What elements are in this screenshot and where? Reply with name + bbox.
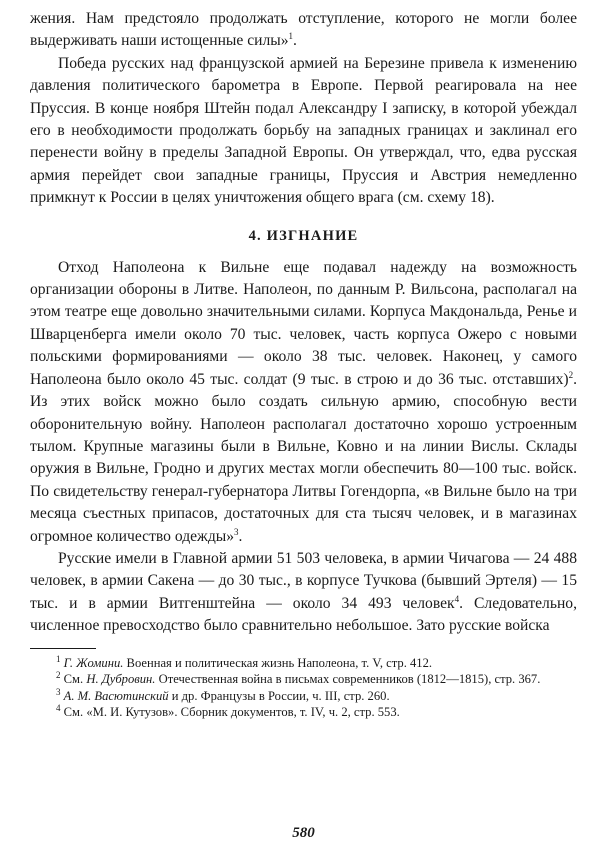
footnote-author: Н. Дубровин. [86,672,156,687]
footnote-author: А. М. Васютинский [63,688,169,703]
paragraph: Отход Наполеона к Вильне еще подавал надежду на возможность организации обороны в Литве. Наполеон, по данным Р. Вильсона, располагал на этом театре еще довольно значительными силами. Корпуса Макдональда, Ренье и Шварценберга имели около 70 тыс. человек, часть корпуса Ожеро с новыми польскими формированиями — около 38 тыс. человек. Наконец, у самого Наполеона было около 45 тыс. солдат (9 тыс. в строю и до 36 тыс. отставших)$^2$. Из этих войск можно было создать сильную армию, способную вести оборонительную войну. Наполеон располагал достаточно хорошо устроенным тылом. Крупные магазины были в Вильне, Ковно и на линии Вислы. Склады оружия в Вильне, Гродно и других местах могли обеспечить 80—100 тыс. войск. По свидетельству генерал-губернатора Литвы Гогендорпа, «в Вильне было на три месяца съестных припасов, достаточных для ста тысяч человек, и в магазинах огромное количество одежды»$^3$. [30,258,577,545]
footnote: $^2$ См. Н. Дубровин. Отечественная война в письмах современников (1812—1815), стр. 367. [56,669,541,687]
footnote-ref[interactable]: 3 [234,526,239,537]
footnote: $^4$ См. «М. И. Кутузов». Сборник документов, т. IV, ч. 2, стр. 553. [56,703,400,720]
page-number: 580 [292,825,315,841]
footnote-ref[interactable]: 1 [288,31,294,42]
footnote-ref[interactable]: 4 [454,593,460,604]
section-heading: 4. ИЗГНАНИЕ [248,227,359,244]
footnote-divider [30,648,96,649]
paragraph: Русские имели в Главной армии 51 503 человека, в армии Чичагова — 24 488 человек, в армии Сакена — до 30 тыс., в корпусе Тучкова (бывший Эртеля) — 15 тыс. и в армии Витгенштейна — около 34 493 человек$^4$. Следовательно, численное превосходство было сравнительно небольшое. Зато русские войска [30,549,577,635]
paragraph-continuation: жения. Нам предстояло продолжать отступление, которого не могли более выдерживать наши истощенные силы»$^1$. [30,10,577,50]
footnote-author: Г. Жомини. [63,655,124,670]
footnote: $^1$ Г. Жомини. Военная и политическая жизнь Наполеона, т. V, стр. 412. [56,653,433,670]
footnote: $^3$ А. М. Васютинский и др. Французы в России, ч. III, стр. 260. [56,686,390,703]
footnotes [30,655,577,721]
main-text [30,8,577,638]
footnote-ref[interactable]: 2 [568,369,574,380]
book-page [30,8,577,854]
paragraph: Победа русских над французской армией на Березине привела к изменению давления политического барометра в Европе. Первой реагировала на нее Пруссия. В конце ноября Штейн подал Александру I записку, в которой убеждал его в необходимости продолжать борьбу на западных границах и заклинал его перенести войну в пределы Западной Европы. Он утверждал, что, едва русская армия перейдет свои западные границы, Пруссия и Австрия немедленно примкнут к России в целях уничтожения общего врага (см. схему 18). [30,54,577,207]
